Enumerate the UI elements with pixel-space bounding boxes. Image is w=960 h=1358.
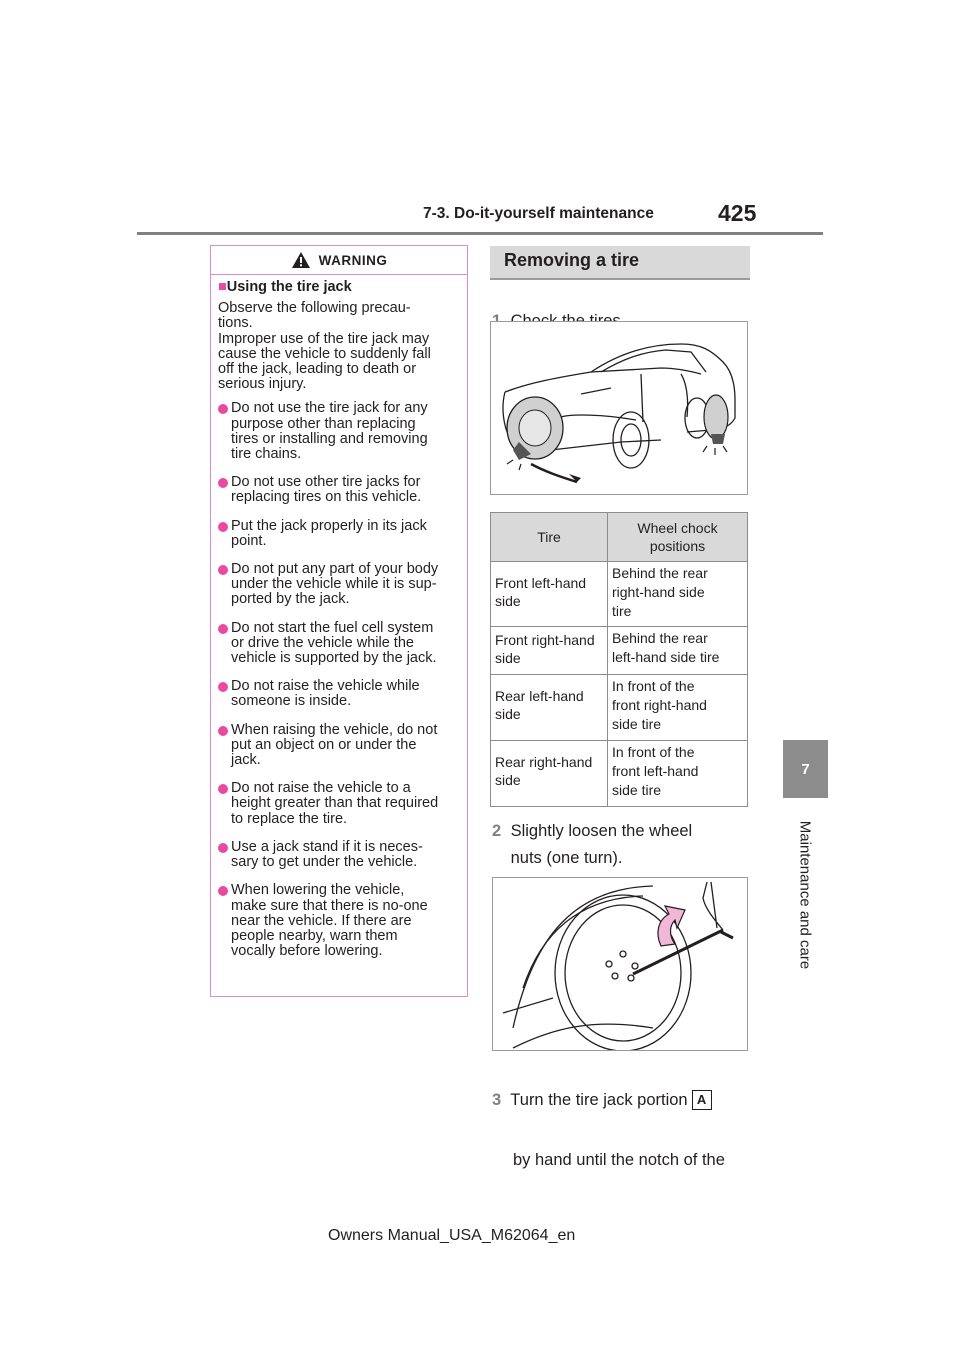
warning-bullet [218, 475, 459, 505]
warning-bullet [218, 883, 459, 959]
section-header: 7-3. Do-it-yourself maintenance [423, 205, 654, 222]
footer-text: Owners Manual_USA_M62064_en [328, 1227, 576, 1244]
warning-bullet [218, 723, 459, 769]
bullet-text: Do not use other tire jacks for replacing tires on this vehicle. [231, 474, 422, 506]
step-3 [492, 1060, 725, 1201]
table-row [491, 627, 748, 675]
warning-intro: Observe the following precau- tions. Improper use of the tire jack may cause the vehicle to suddenly fall off the jack, leading to death or serious injury. [218, 300, 431, 393]
warning-triangle-icon [291, 251, 311, 269]
warning-subheading-text: Using the tire jack [226, 279, 352, 295]
section-heading: Removing a tire [504, 250, 640, 270]
wheel-nut-illustration [492, 877, 748, 1051]
warning-title: WARNING [318, 252, 388, 268]
square-bullet-icon: ■ [218, 279, 227, 295]
bullet-dot-icon [218, 404, 228, 414]
chapter-label-text: Maintenance and care [796, 820, 814, 970]
bullet-text: Use a jack stand if it is neces- sary to get under the vehicle. [231, 838, 423, 871]
warning-bullet [218, 562, 459, 608]
chapter-tab-number[interactable]: 7 [783, 740, 828, 798]
table-header-chock: Wheel chock positions [608, 513, 748, 562]
bullet-text: Do not raise the vehicle to a height greater than that required to replace the tire. [231, 780, 439, 827]
warning-bullet [218, 781, 459, 827]
warning-body [218, 280, 459, 972]
table-row [491, 741, 748, 807]
table-cell-tire: Front right-hand side [491, 627, 608, 675]
table-cell-chock: In front of the front right-hand side tire [608, 675, 748, 741]
bullet-dot-icon [218, 726, 228, 736]
bullet-dot-icon [218, 843, 228, 853]
page-number: 425 [718, 200, 757, 226]
table-row [491, 675, 748, 741]
bullet-dot-icon [218, 784, 228, 794]
car-illustration-icon [491, 322, 747, 494]
warning-bullet [218, 401, 459, 462]
section-heading-bar [490, 246, 750, 280]
step-number: 3 [492, 1091, 502, 1109]
bullet-dot-icon [218, 565, 228, 575]
callout-marker: A [692, 1090, 712, 1110]
bullet-text: Do not use the tire jack for any purpose other than replacing tires or installing and removing tire chains. [231, 400, 428, 463]
step-2 [492, 818, 692, 872]
wheel-chock-table [490, 512, 748, 807]
table-cell-tire: Front left-hand side [491, 562, 608, 627]
step-text-continued: by hand until the notch of the [513, 1151, 725, 1169]
chapter-tab-label [782, 810, 828, 980]
bullet-text: Put the jack properly in its jack point. [231, 517, 427, 549]
warning-bullet [218, 519, 459, 549]
warning-box [210, 245, 468, 997]
table-cell-chock: Behind the rear right-hand side tire [608, 562, 748, 627]
warning-bullet [218, 679, 459, 709]
bullet-dot-icon [218, 886, 228, 896]
table-cell-chock: In front of the front left-hand side tire [608, 741, 748, 807]
table-header-tire: Tire [491, 513, 608, 562]
bullet-dot-icon [218, 522, 228, 532]
warning-bullet [218, 840, 459, 870]
header-rule [137, 232, 823, 235]
warning-bullet [218, 621, 459, 667]
table-cell-tire: Rear right-hand side [491, 741, 608, 807]
warning-header [211, 246, 467, 275]
bullet-text: Do not put any part of your body under the vehicle while it is sup- ported by the jack. [231, 561, 439, 608]
bullet-dot-icon [218, 478, 228, 488]
car-chock-illustration [490, 321, 748, 495]
step-text: Slightly loosen the wheel nuts (one turn). [510, 822, 693, 867]
bullet-dot-icon [218, 624, 228, 634]
step-text: Turn the tire jack portion [510, 1091, 688, 1109]
bullet-dot-icon [218, 682, 228, 692]
bullet-text: Do not raise the vehicle while someone is inside. [231, 678, 420, 710]
bullet-text: When lowering the vehicle, make sure that there is no-one near the vehicle. If there are people nearby, warn them vocally before lowering. [231, 882, 428, 960]
step-number: 2 [492, 822, 502, 840]
table-cell-tire: Rear left-hand side [491, 675, 608, 741]
bullet-text: Do not start the fuel cell system or drive the vehicle while the vehicle is supported by the jack. [231, 619, 437, 667]
wheel-wrench-icon [493, 878, 747, 1050]
warning-subheading [218, 280, 459, 295]
bullet-text: When raising the vehicle, do not put an object on or under the jack. [231, 721, 438, 769]
table-row [491, 562, 748, 627]
table-cell-chock: Behind the rear left-hand side tire [608, 627, 748, 675]
